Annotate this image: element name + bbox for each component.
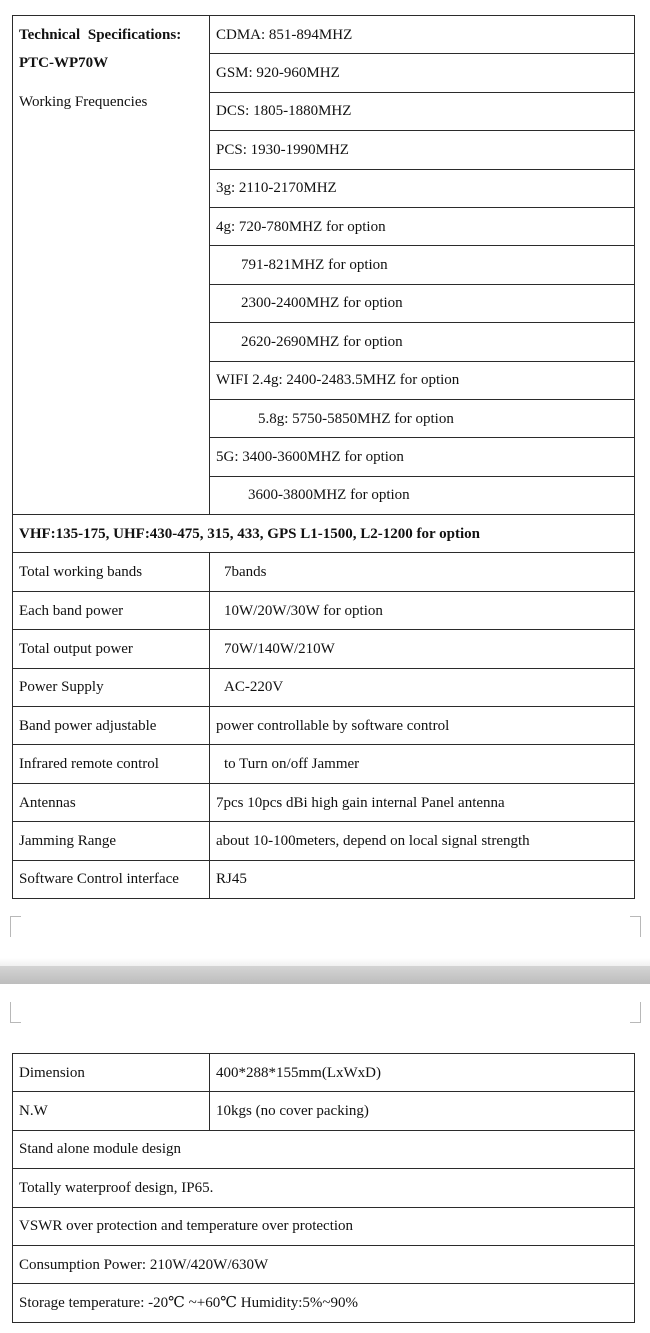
feature-cell: Stand alone module design [13,1130,635,1168]
frequency-cell: 5.8g: 5750-5850MHZ for option [210,399,635,437]
spec-value: 70W/140W/210W [210,630,635,668]
spec-value: 10kgs (no cover packing) [210,1092,635,1130]
spec-label: Jamming Range [13,822,210,860]
model-name: PTC-WP70W [19,55,109,72]
document-page-2 [0,984,650,1333]
frequency-cell: GSM: 920-960MHZ [210,54,635,92]
spec-label: Total working bands [13,553,210,591]
table-row [13,630,635,668]
spec-title: Technical Specifications: [19,27,182,43]
page-shadow [0,958,650,966]
table-row [13,515,635,553]
spec-value: AC-220V [210,668,635,706]
table-row [13,1169,635,1207]
spec-label: Total output power [13,630,210,668]
spec-value: 7pcs 10pcs dBi high gain internal Panel antenna [210,783,635,821]
frequency-cell: 3600-3800MHZ for option [210,476,635,514]
spec-label: Each band power [13,591,210,629]
frequencies-label: Working Frequencies [19,93,148,110]
spec-table [12,15,635,899]
feature-cell: Storage temperature: -20℃ ~+60℃ Humidity:5%~90% [13,1284,635,1322]
spec-header-cell [13,16,210,515]
page-corner-mark [630,916,641,937]
table-row [13,591,635,629]
spec-label: Software Control interface [13,860,210,898]
frequency-cell: CDMA: 851-894MHZ [210,16,635,54]
feature-cell: Totally waterproof design, IP65. [13,1169,635,1207]
spec-label: Infrared remote control [13,745,210,783]
feature-cell: VSWR over protection and temperature over protection [13,1207,635,1245]
spec-value: 7bands [210,553,635,591]
table-row [13,822,635,860]
table-row [13,1130,635,1168]
page-corner-mark [10,1002,21,1023]
spec-label: Power Supply [13,668,210,706]
spec-label: Antennas [13,783,210,821]
page-corner-mark [10,916,21,937]
spec-label: Dimension [13,1054,210,1092]
feature-cell: Consumption Power: 210W/420W/630W [13,1245,635,1283]
table-row [13,1245,635,1283]
table-row [13,1284,635,1322]
spec-label: N.W [13,1092,210,1130]
table-row [13,707,635,745]
frequency-cell: 4g: 720-780MHZ for option [210,207,635,245]
frequency-cell: WIFI 2.4g: 2400-2483.5MHZ for option [210,361,635,399]
table-row [13,783,635,821]
optional-bands-cell: VHF:135-175, UHF:430-475, 315, 433, GPS L1-1500, L2-1200 for option [13,515,635,553]
frequency-cell: DCS: 1805-1880MHZ [210,92,635,130]
spec-table-continued [12,1053,635,1323]
spec-value: about 10-100meters, depend on local signal strength [210,822,635,860]
frequency-cell: 3g: 2110-2170MHZ [210,169,635,207]
table-row [13,16,635,54]
page-corner-mark [630,1002,641,1023]
table-row [13,553,635,591]
frequency-cell: 2300-2400MHZ for option [210,284,635,322]
spec-value: power controllable by software control [210,707,635,745]
table-row [13,745,635,783]
table-row [13,1092,635,1130]
frequency-cell: PCS: 1930-1990MHZ [210,131,635,169]
table-row [13,1207,635,1245]
frequency-cell: 791-821MHZ for option [210,246,635,284]
frequency-cell: 5G: 3400-3600MHZ for option [210,438,635,476]
spec-value: to Turn on/off Jammer [210,745,635,783]
table-row [13,1054,635,1092]
table-row [13,668,635,706]
table-row [13,860,635,898]
spec-label: Band power adjustable [13,707,210,745]
spec-value: 400*288*155mm(LxWxD) [210,1054,635,1092]
spec-value: 10W/20W/30W for option [210,591,635,629]
spec-value: RJ45 [210,860,635,898]
frequency-cell: 2620-2690MHZ for option [210,323,635,361]
page-separator [0,966,650,984]
